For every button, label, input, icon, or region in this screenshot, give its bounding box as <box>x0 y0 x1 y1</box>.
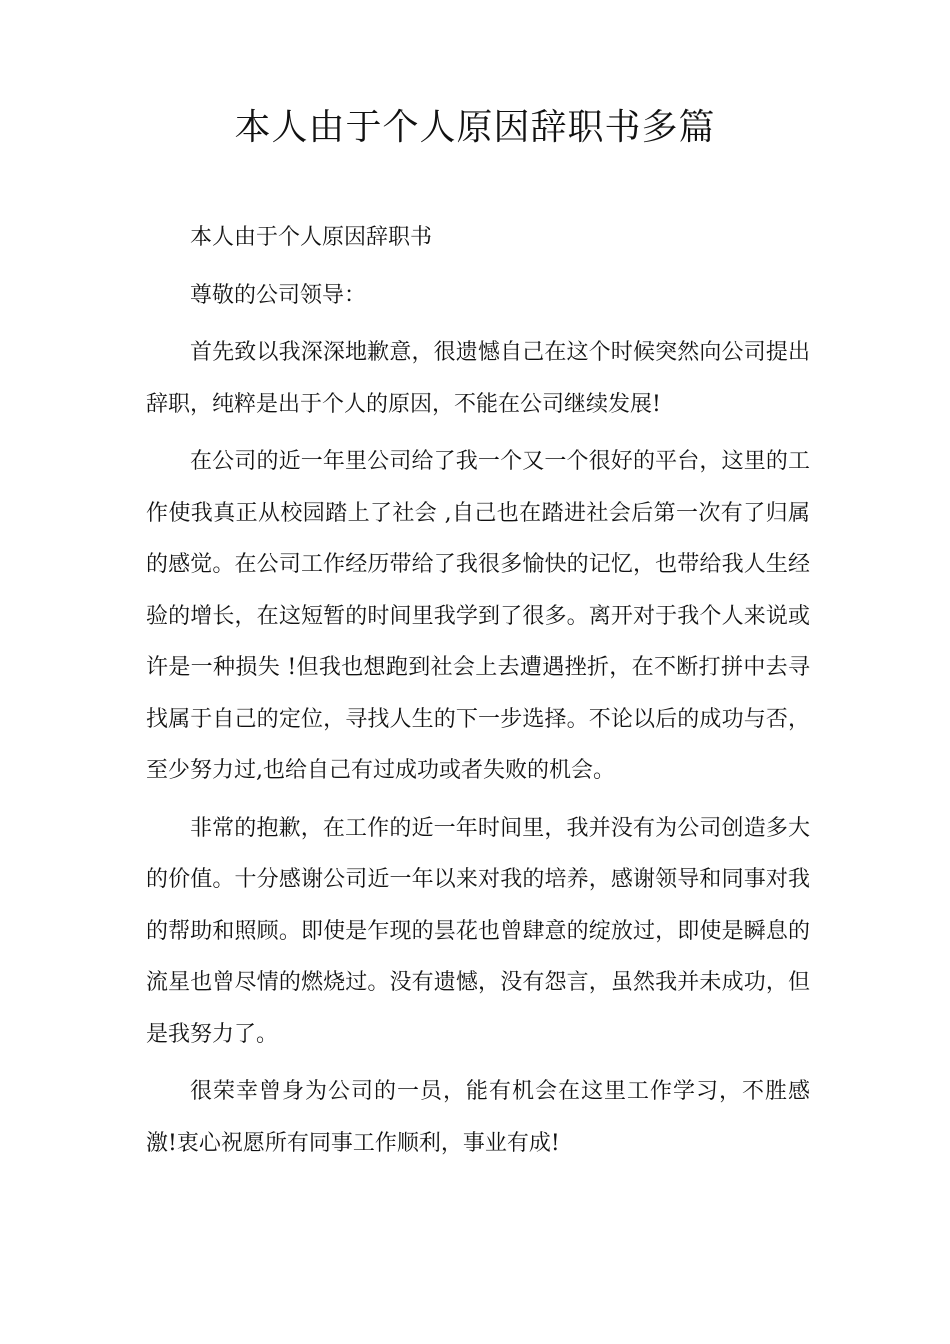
paragraph-heading: 本人由于个人原因辞职书 <box>190 225 433 250</box>
paragraph-gratitude: 非常的抱歉，在工作的近一年时间里，我并没有为公司创造多大的价值。十分感谢公司近一年以来对我的培养，感谢领导和同事对我的帮助和照顾。即使是乍现的昙花也曾肆意的绽放过，即使是瞬息的流星也曾尽情的燃烧过。没有遗憾，没有怨言，虽然我并未成功，但是我努力了。 <box>146 815 810 1047</box>
paragraph-closing: 很荣幸曾身为公司的一员，能有机会在这里工作学习，不胜感激!衷心祝愿所有同事工作顺利，事业有成! <box>146 1079 810 1156</box>
document-title: 本人由于个人原因辞职书多篇 <box>234 107 716 148</box>
paragraph-salutation: 尊敬的公司领导： <box>190 282 367 308</box>
document-body <box>146 212 810 1175</box>
paragraph-apology: 首先致以我深深地歉意，很遗憾自己在这个时候突然向公司提出辞职，纯粹是出于个人的原因，不能在公司继续发展! <box>146 340 810 417</box>
paragraph-experience: 在公司的近一年里公司给了我一个又一个很好的平台，这里的工作使我真正从校园踏上了社会 ,自己也在踏进社会后第一次有了归属的感觉。在公司工作经历带给了我很多愉快的记忆，也带给我人生经验的增长，在这短暂的时间里我学到了很多。离开对于我个人来说或许是一种损失 !但我也想跑到社会上去遭遇挫折，在不断打拼中去寻找属于自己的定位，寻找人生的下一步选择。不论以后的成功与否，至少努力过,也给自己有过成功或者失败的机会。 <box>146 449 810 783</box>
